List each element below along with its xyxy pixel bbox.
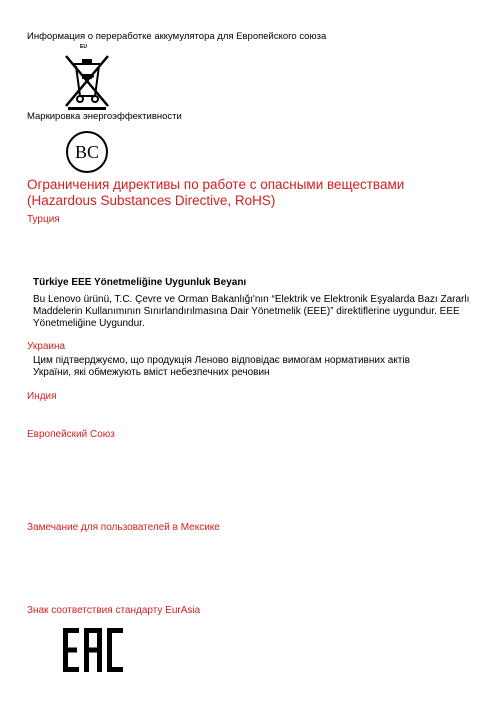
ukraine-body: Цим підтверджуємо, що продукція Леново відповідає вимогам нормативних актів України, які обмежують вміст небезпечних речовин — [33, 355, 410, 378]
mexico-title: Замечание для пользователей в Мексике — [27, 522, 220, 533]
weee-title: Информация о переработке аккумулятора для Европейского союза — [27, 31, 327, 42]
bc-logo — [66, 131, 108, 173]
bc-logo-text: BC — [74, 141, 99, 162]
eurasia-title: Знак соответствия стандарту EurAsia — [27, 605, 201, 616]
turkey-body: Bu Lenovo ürünü, T.C. Çevre ve Orman Bakanlığı'nın “Elektrik ve Elektronik Eşyalarda Bazı Zararlı Maddelerin Kullanımının Sınırlandırılmasına Dair Yönetmelik (EEE)” direktiflerine uygundur. EEE Yönetmeliğine Uygundur. — [33, 294, 470, 329]
ukraine-title: Украина — [27, 341, 66, 352]
turkey-heading: Türkiye EEE Yönetmeliğine Uygunluk Beyanı — [33, 277, 247, 288]
india-title: Индия — [27, 391, 57, 402]
energy-title: Маркировка энергоэффективности — [27, 111, 182, 122]
eu-label: EU — [80, 44, 87, 50]
turkey-title: Турция — [27, 214, 60, 225]
rohs-title: Ограничения директивы по работе с опасными веществами (Hazardous Substances Directive, RoHS) — [27, 177, 405, 208]
eac-logo — [63, 628, 125, 672]
crossed-out-bin-icon — [56, 52, 118, 110]
eu-title: Европейский Союз — [27, 429, 115, 440]
